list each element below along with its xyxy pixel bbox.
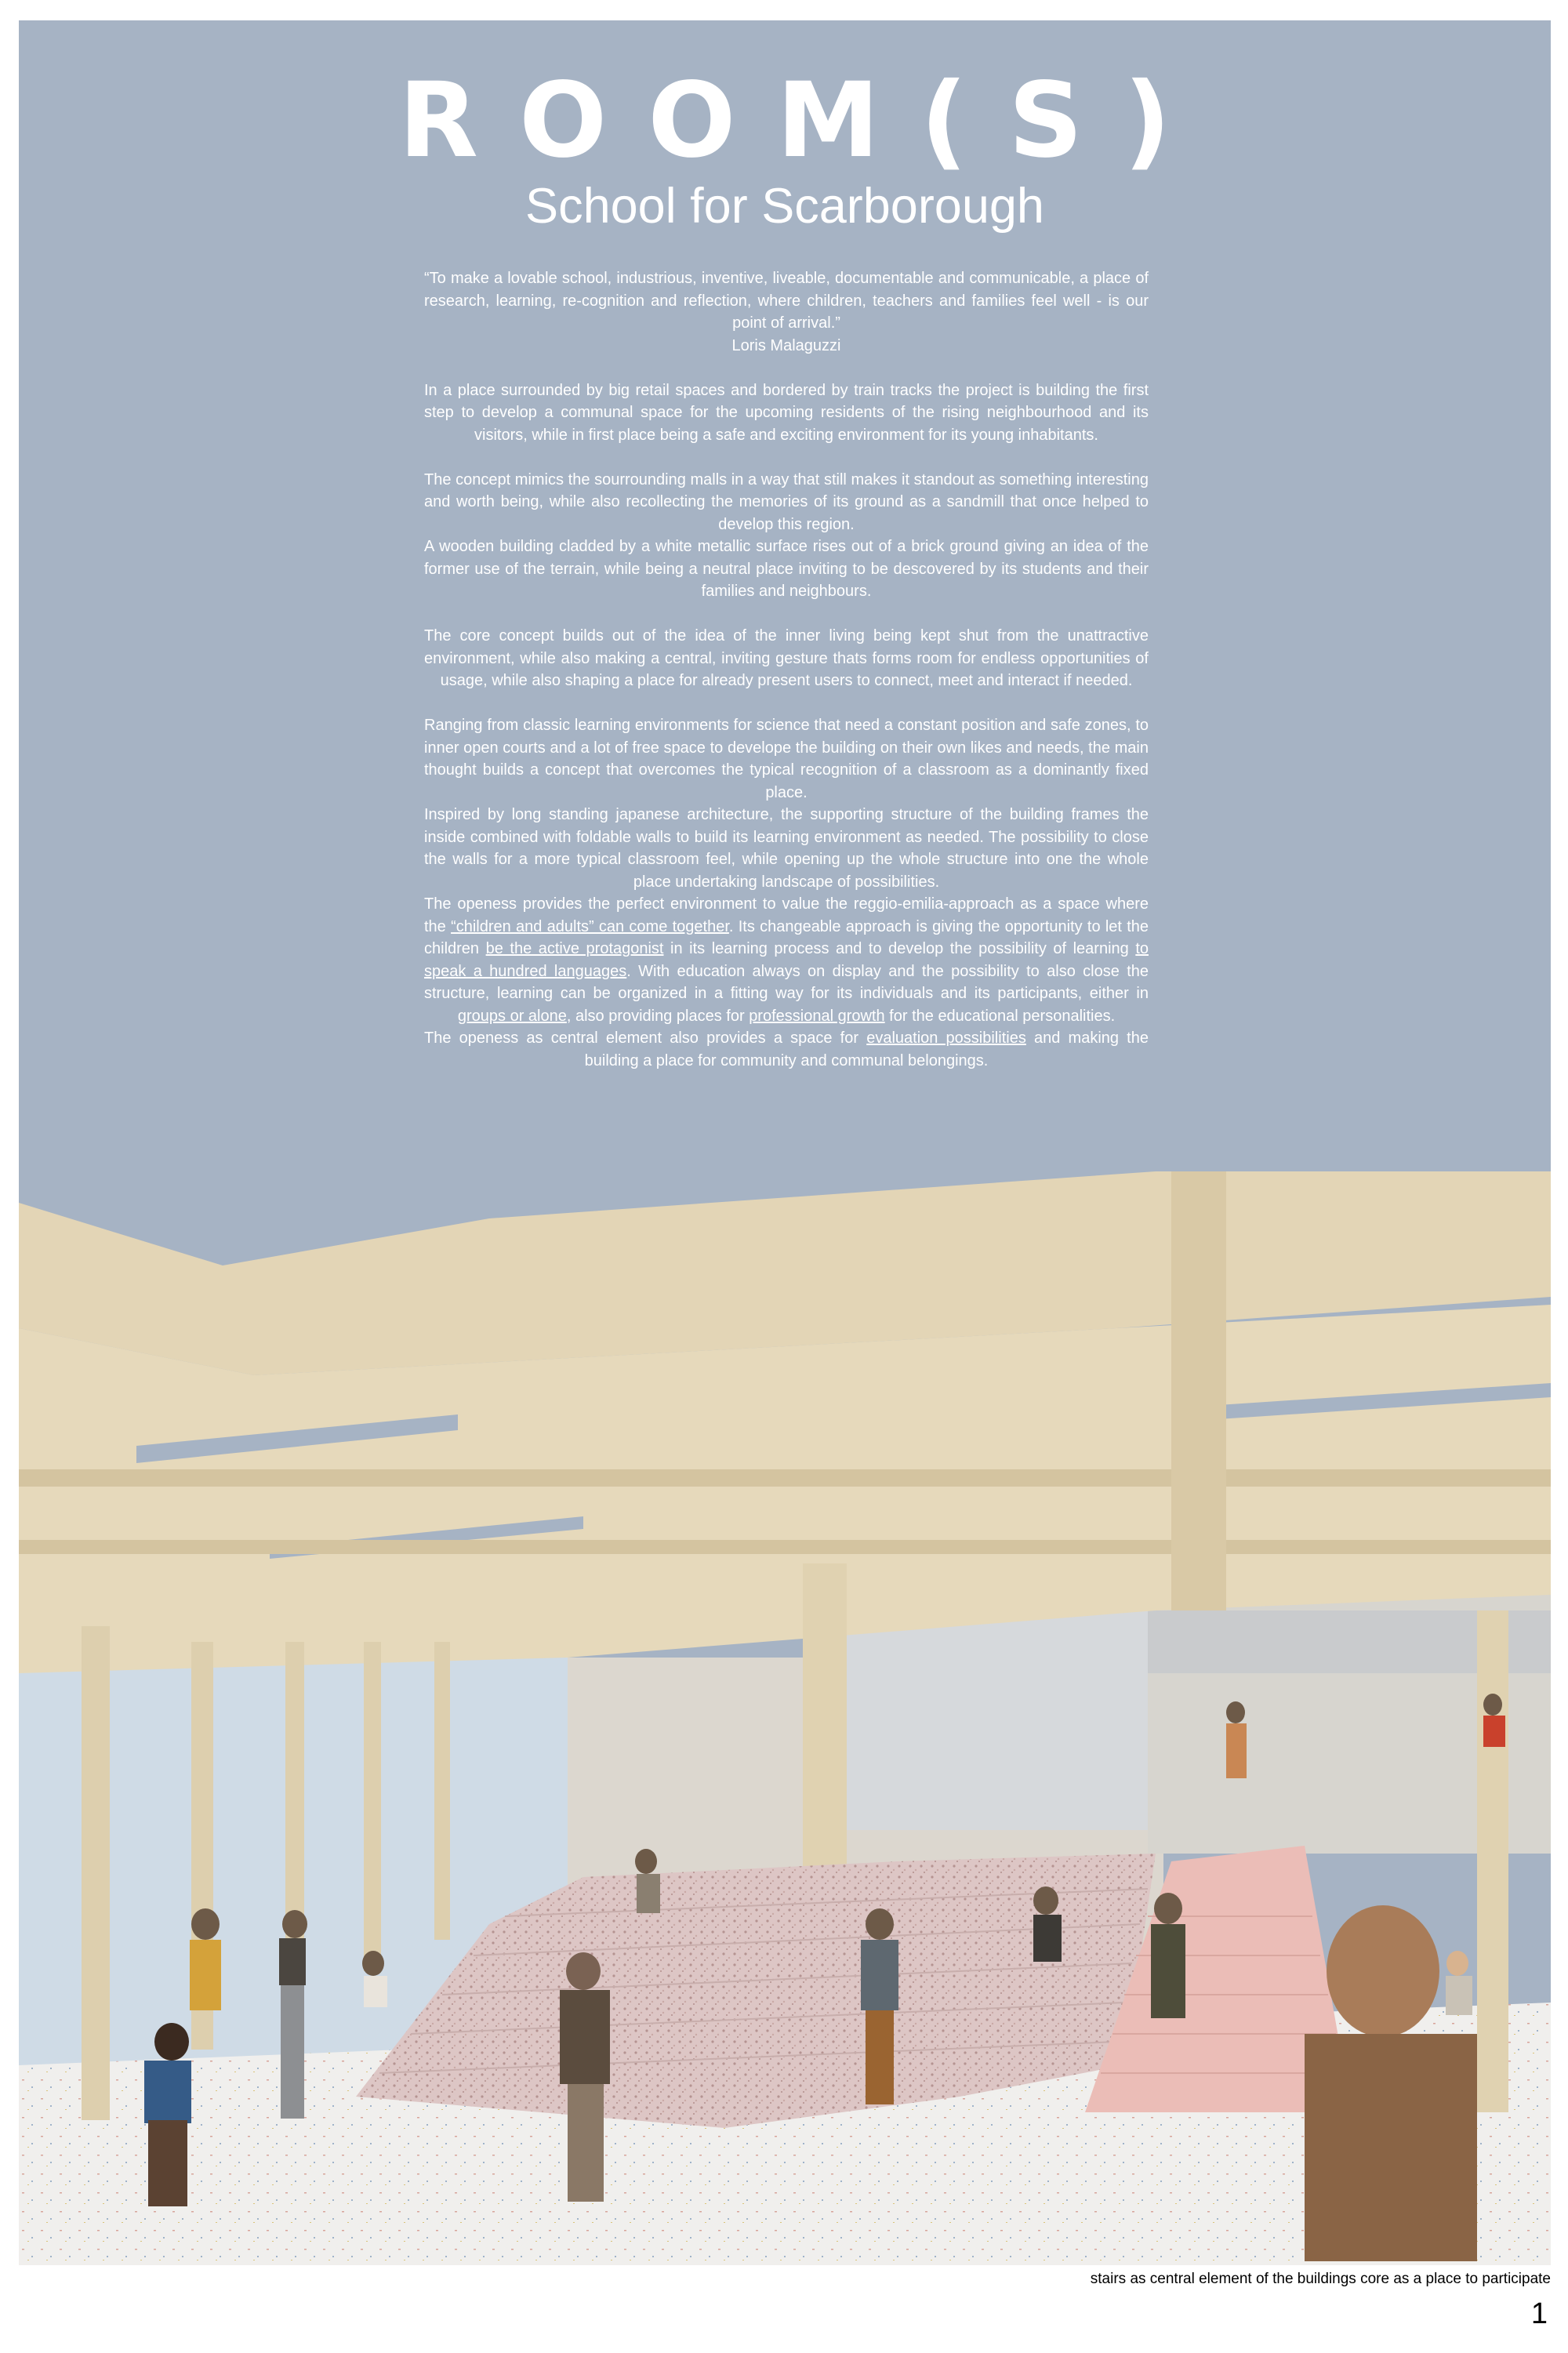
text-span: . Its changeable approach is giving the opportunity to let the children bbox=[424, 917, 1149, 957]
underlined-phrase: “children and adults” can come together bbox=[451, 917, 729, 935]
text-span: , also providing places for bbox=[566, 1007, 750, 1025]
paragraph-4a: Ranging from classic learning environments for science that need a constant position and safe zones, to inner open courts and a lot of free space to develope the building on their own likes and needs, the main thought builds a concept that overcomes the typical recognition of a classroom as a dominantly fixed place. bbox=[424, 717, 1149, 801]
figure-caption: stairs as central element of the buildings core as a place to participate bbox=[1090, 2271, 1551, 2287]
paragraph-6 bbox=[424, 1027, 1149, 1072]
text-span: . With education always on display and the possibility to also close the structure, learning can be organized in a fitting way for its individuals and its participants, either in bbox=[424, 962, 1149, 1002]
page-title: ROOM(S) bbox=[398, 60, 1212, 181]
body-text bbox=[424, 267, 1149, 1072]
paragraph-5 bbox=[424, 893, 1149, 1027]
column bbox=[82, 1626, 110, 2120]
poster-panel bbox=[19, 20, 1551, 2265]
column bbox=[434, 1642, 450, 1940]
quote-author: Loris Malaguzzi bbox=[731, 336, 841, 354]
underlined-phrase: evaluation possibilities bbox=[866, 1029, 1026, 1047]
text-span: and making the building a place for community and communal belongings. bbox=[584, 1029, 1149, 1069]
column bbox=[1477, 1610, 1508, 2112]
page-subtitle: School for Scarborough bbox=[525, 179, 1044, 234]
interior-rendering bbox=[19, 1171, 1551, 2265]
underlined-phrase: professional growth bbox=[749, 1007, 885, 1025]
page-number: 1 bbox=[1530, 2297, 1548, 2330]
paragraph-3: The core concept builds out of the idea of the inner living being kept shut from the unattractive environment, while also making a central, inviting gesture thats forms room for endless opportunities of usage, while also shaping a place for already present users to connect, meet and interact if needed. bbox=[424, 627, 1149, 689]
quote-text: “To make a lovable school, industrious, inventive, liveable, documentable and communicable, a place of research, learning, re-cognition and reflection, where children, teachers and families feel well - is our point of arrival.” bbox=[424, 270, 1149, 332]
text-span: in its learning process and to develop the possibility of learning bbox=[663, 940, 1136, 957]
underlined-phrase: be the active protagonist bbox=[485, 940, 664, 957]
paragraph-4b: Inspired by long standing japanese architecture, the supporting structure of the building frames the inside combined with foldable walls to build its learning environment as needed. The possibility to close the walls for a more typical classroom feel, while opening up the whole structure into one the whole place undertaking landscape of possibilities. bbox=[424, 806, 1149, 891]
text-span: The openess provides the perfect environment to value the reggio-emilia-approach as a space where the bbox=[424, 895, 1149, 935]
underlined-phrase: groups or alone bbox=[457, 1007, 567, 1025]
paragraph-2a: The concept mimics the sourrounding malls in a way that still makes it standout as something interesting and worth being, while also recollecting the memories of its ground as a sandmill that once helped to develop this region. bbox=[424, 470, 1149, 533]
paragraph-2b: A wooden building cladded by a white metallic surface rises out of a brick ground giving an idea of the former use of the terrain, while being a neutral place inviting to be descovered by its students and their families and neighbours. bbox=[424, 538, 1149, 600]
text-span: The openess as central element also provides a space for bbox=[424, 1029, 867, 1047]
paragraph-1: In a place surrounded by big retail spaces and bordered by train tracks the project is building the first step to develop a communal space for the upcoming residents of the rising neighbourhood and its visitors, while in first place being a safe and exciting environment for its young inhabitants. bbox=[424, 381, 1149, 444]
text-span: for the educational personalities. bbox=[884, 1007, 1116, 1025]
column bbox=[364, 1642, 381, 1971]
underlined-phrase: to speak a hundred languages bbox=[424, 940, 1149, 980]
